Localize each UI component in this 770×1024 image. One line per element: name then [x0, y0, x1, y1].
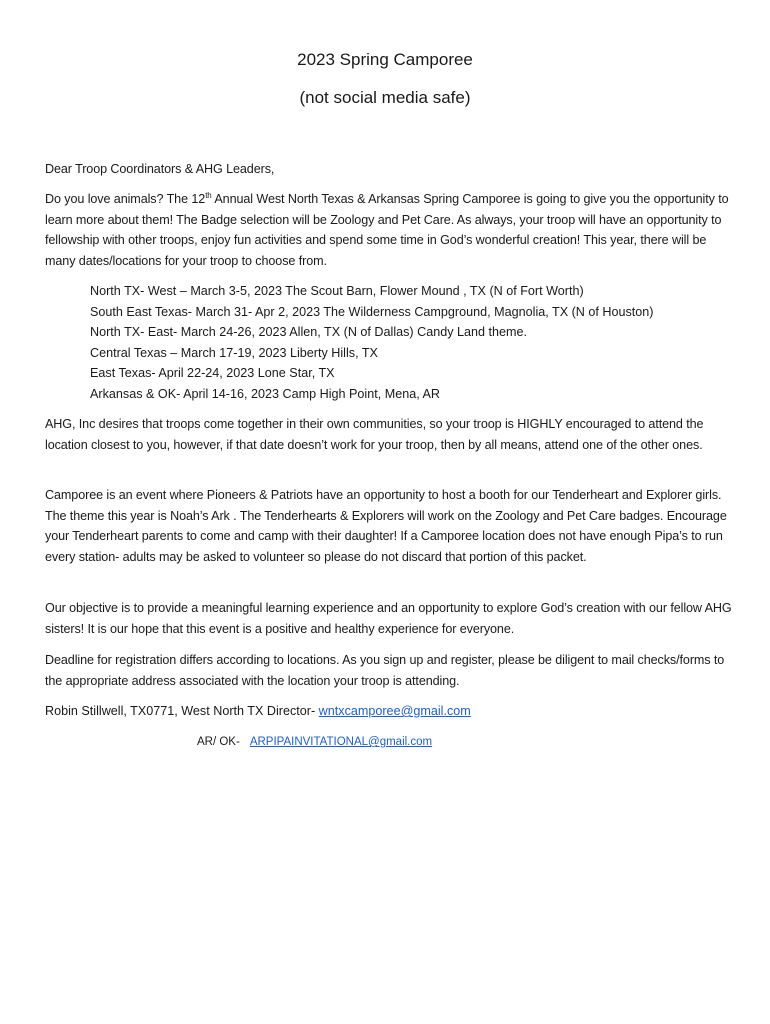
ar-ok-email-link[interactable]: ARPIPAINVITATIONAL@gmail.com — [249, 736, 433, 748]
ar-ok-contact-line — [197, 733, 432, 751]
signature-line — [45, 701, 471, 721]
ahg-paragraph: AHG, Inc desires that troops come together in their own communities, so your troop is HIGHLY encouraged to attend the location closest to you, however, if that date doesn’t work for your troop, then by all means, attend one of the other ones. — [45, 417, 704, 452]
intro-text-start: Do you love animals? The 12 — [45, 192, 206, 206]
document-title: 2023 Spring Camporee — [297, 50, 473, 69]
deadline-paragraph: Deadline for registration differs according to locations. As you sign up and register, please be diligent to mail checks/forms to the appropriate address associated with the location your troop is attending. — [45, 653, 725, 688]
location-item: North TX- East- March 24-26, 2023 Allen, TX (N of Dallas) Candy Land theme. — [90, 325, 528, 340]
objective-paragraph: Our objective is to provide a meaningful learning experience and an opportunity to explore God’s creation with our fellow AHG sisters! It is our hope that this event is a positive and healthy experience for everyone. — [45, 601, 732, 636]
location-item: South East Texas- March 31- Apr 2, 2023 The Wilderness Campground, Magnolia, TX (N of Houston) — [90, 304, 654, 319]
document-subtitle: (not social media safe) — [299, 88, 471, 107]
location-item: Arkansas & OK- April 14-16, 2023 Camp High Point, Mena, AR — [90, 386, 440, 401]
location-item: North TX- West – March 3-5, 2023 The Scout Barn, Flower Mound , TX (N of Fort Worth) — [90, 284, 584, 298]
camporee-paragraph: Camporee is an event where Pioneers & Patriots have an opportunity to host a booth for our Tenderheart and Explorer girls. The theme this year is Noah’s Ark . The Tenderhearts & Explorers will work on the Zoology and Pet Care badges. Encourage your Tenderheart parents to come and camp with their daughter! If a Camporee location does not have enough Pipa’s to run every station- adults may be asked to volunteer so please do not discard that portion of this packet. — [45, 488, 727, 565]
location-list — [90, 281, 730, 405]
location-item: Central Texas – March 17-19, 2023 Liberty Hills, TX — [90, 345, 378, 360]
ar-ok-label: AR/ OK- — [197, 736, 240, 748]
intro-text-rest: Annual West North Texas & Arkansas Spring Camporee is going to give you the opportunity to learn more about them! The Badge selection will be Zoology and Pet Care. As always, your troop will have an opportunity to fellowship with other troops, enjoy fun activities and spend some time in God’s wonderful creation! This year, there will be many dates/locations for your troop to choose from. — [45, 192, 729, 269]
intro-paragraph — [45, 189, 735, 272]
location-item: East Texas- April 22-24, 2023 Lone Star, TX — [90, 366, 335, 381]
intro-superscript: th — [205, 191, 212, 200]
salutation: Dear Troop Coordinators & AHG Leaders, — [45, 162, 275, 176]
signature-text: Robin Stillwell, TX0771, West North TX Director- — [45, 704, 319, 718]
director-email-link[interactable]: wntxcamporee@gmail.com — [318, 704, 471, 718]
